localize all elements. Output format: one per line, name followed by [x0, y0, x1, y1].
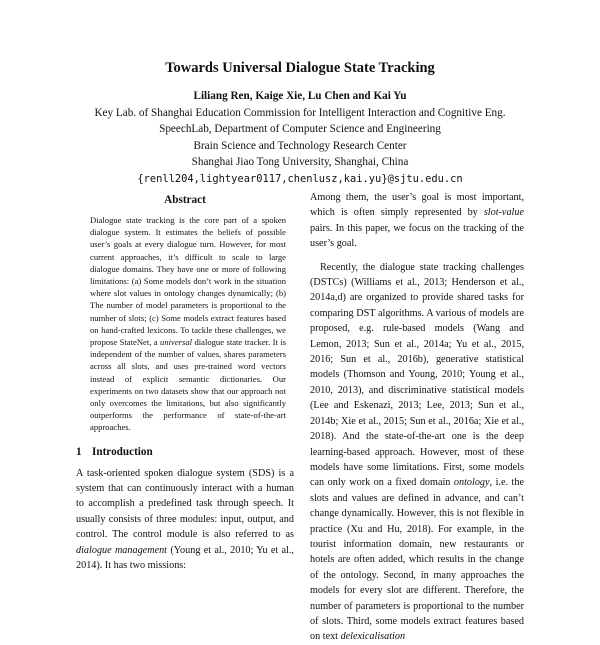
paragraph-emphasis: slot-value — [483, 207, 524, 219]
abstract-emphasis: universal — [160, 337, 193, 348]
affiliation-line: Shanghai Jiao Tong University, Shanghai, China — [191, 156, 409, 169]
paragraph-segment: Recently, the dialogue state tracking challenges (DSTCs) (Williams et al., 2013; Henderson et al., 2014a,d) are organized to provide shared tasks for comparing DST algorithms. A various of models are proposed, e.g. rule-based models (Wang and Lemon, 2013; Sun et al., 2014a; Yu et al., 2015, 2016; Sun et al., 2016b), generative statistical models (Thomson and Young, 2010; Young et al., 2010, 2013), and discriminative statistical models (Lee and Eskenazi, 2013; Lee, 2013; Sun et al., 2014b; Xie et al., 2015; Sun et al., 2016a; Xie et al., 2018). And the state-of-the-art one is the deep learning-based approach. However, most of these models have some limitations. First, some models can only work on a fixed domain — [310, 261, 524, 489]
body-paragraph — [310, 260, 524, 645]
intro-emphasis: dialogue management — [76, 544, 168, 556]
abstract-segment: dialogue state tracker. It is independent of the number of values, shares parameters across all slots, and uses pre-trained word vectors instead of explicit semantic dictionaries. Our experiments on two datasets show that our approach not only overcomes the limitations, but also significantly outperforms the performance of state-of-the-art approaches. — [90, 337, 286, 433]
paragraph-segment: , i.e. the slots and values are defined in advance, and can’t change dynamically. However, this is not flexible in practice (Xu and Hu, 2018). For example, in the tourist information domain, new restaurants or hotels are often added, which results in the change of the ontology. Second, in many approaches the models for every slot are different. Therefore, the number of parameters is proportional to the number of slots. Third, some models extract features based on text — [310, 477, 524, 643]
section-number: 1 — [76, 445, 82, 458]
intro-paragraph — [76, 466, 294, 574]
right-column — [310, 190, 524, 645]
affiliation-line: SpeechLab, Department of Computer Science and Engineering — [159, 123, 441, 136]
paragraph-emphasis: delexicalisation — [340, 631, 406, 643]
paragraph-segment: pairs. In this paper, we focus on the tracking of the user’s goal. — [310, 222, 524, 250]
paper-title: Towards Universal Dialogue State Tracking — [165, 60, 435, 76]
section-heading-introduction — [76, 446, 294, 458]
abstract-heading: Abstract — [164, 194, 206, 206]
affiliation-line: Key Lab. of Shanghai Education Commission for Intelligent Interaction and Cognitive Eng. — [94, 106, 506, 119]
intro-segment: A task-oriented spoken dialogue system (SDS) is a system that can continuously interact with a human to accomplish a predefined task through speech. It usually consists of three modules: input, output, and control. The control module is also referred to as — [76, 467, 294, 541]
author-block — [0, 88, 600, 188]
paragraph-emphasis: ontology — [453, 477, 490, 489]
abstract-segment: Dialogue state tracking is the core part of a spoken dialogue system. It estimates the beliefs of possible user’s goals at every dialogue turn. However, for most current approaches, it’s difficult to scale to large dialogue domains. They have one or more of following limitations: (a) Some models don’t work in the situation where slot values in ontology changes dynamically; (b) The number of model parameters is proportional to the number of slots; (c) Some models extract features based on hand-crafted lexicons. To tackle these challenges, we propose StateNet, a — [90, 215, 286, 348]
affiliation-line: Brain Science and Technology Research Center — [193, 139, 407, 152]
author-names: Liliang Ren, Kaige Xie, Lu Chen and Kai Yu — [193, 90, 407, 102]
paragraph-segment: Among them, the user’s goal is most important, which is often simply represented by — [310, 192, 524, 219]
left-column — [76, 194, 294, 574]
section-title: Introduction — [92, 445, 153, 458]
author-email: {renll204,lightyear0117,chenlusz,kai.yu}@sjtu.edu.cn — [137, 172, 463, 185]
abstract-text — [76, 214, 294, 434]
body-paragraph — [310, 190, 524, 252]
intro-segment: (Young et al., 2010; Yu et al., 2014). It has two missions: — [76, 544, 294, 572]
